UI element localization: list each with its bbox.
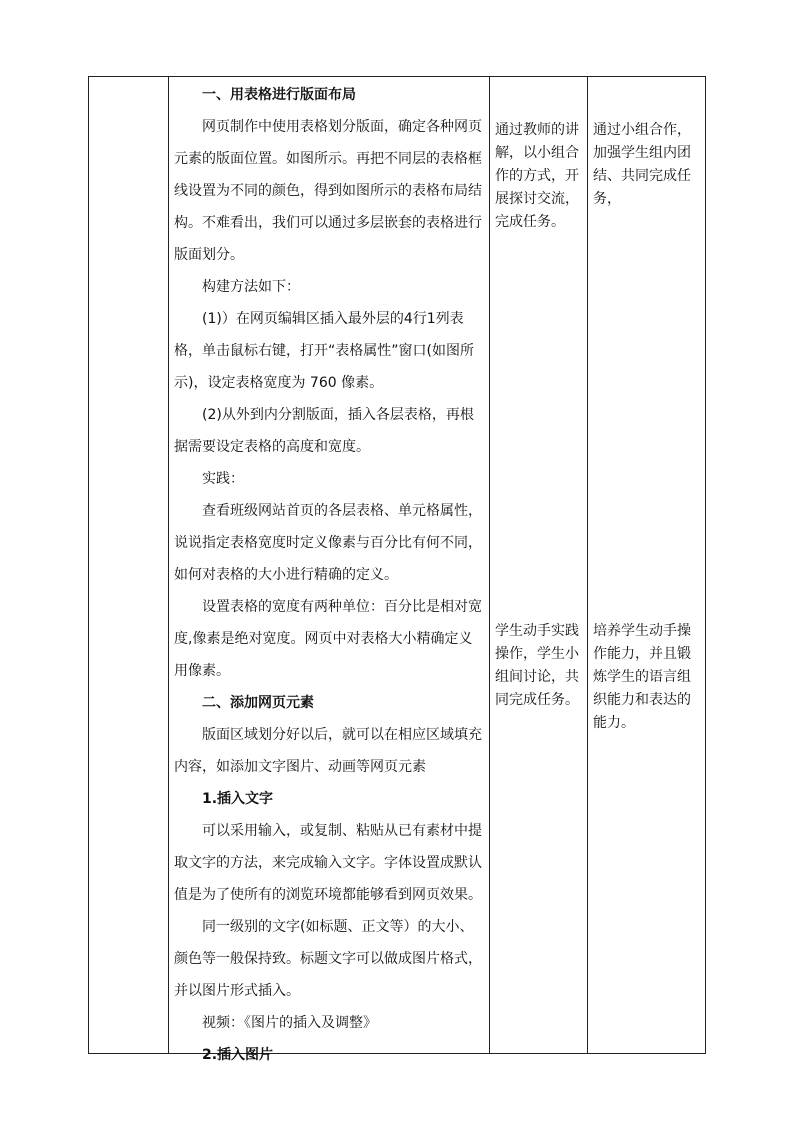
paragraph: (1)）在网页编辑区插入最外层的4行1列表格，单击鼠标右键，打开“表格属性”窗口(如图所示)，设定表格宽度为 760 像素。 xyxy=(174,311,474,391)
paragraph: 实践： xyxy=(202,471,244,487)
paragraph: 可以采用输入，或复制、粘贴从已有素材中提取文字的方法，来完成输入文字。字体设置成默认值是为了使所有的浏览环境都能够看到网页效果。 xyxy=(174,823,482,903)
subsection-heading: 2.插入图片 xyxy=(202,1047,274,1063)
paragraph: 构建方法如下： xyxy=(202,279,300,295)
teaching-content-column xyxy=(168,77,489,1063)
paragraph: 同一级别的文字(如标题、正文等）的大小、颜色等一般保持致。标题文字可以做成图片格式，并以图片形式插入。 xyxy=(174,919,482,999)
student-activity-text: 通过教师的讲解，以小组合作的方式，开展探讨交流，完成任务。 xyxy=(495,122,579,230)
paragraph: 视频：《图片的插入及调整》 xyxy=(202,1015,377,1031)
paragraph: 版面区域划分好以后，就可以在相应区域填充内容，如添加文字图片、动画等网页元素 xyxy=(174,727,482,775)
design-intent-text: 培养学生动手操作能力，并且锻炼学生的语言组织能力和表达的能力。 xyxy=(593,623,691,731)
section-heading: 一、用表格进行版面布局 xyxy=(202,87,356,103)
design-intent-text: 通过小组合作，加强学生组内团结、共同完成任务， xyxy=(593,122,691,207)
lesson-table xyxy=(88,76,706,1063)
paragraph: 查看班级网站首页的各层表格、单元格属性，说说指定表格宽度时定义像素与百分比有何不同，如何对表格的大小进行精确的定义。 xyxy=(174,503,482,583)
section-heading: 二、添加网页元素 xyxy=(202,695,314,711)
paragraph: 网页制作中使用表格划分版面，确定各种网页元素的版面位置。如图所示。再把不同层的表格框线设置为不同的颜色，得到如图所示的表格布局结构。不难看出，我们可以通过多层嵌套的表格进行版面划分。 xyxy=(174,119,482,263)
paragraph: (2)从外到内分割版面，插入各层表格，再根据需要设定表格的高度和宽度。 xyxy=(174,407,474,455)
subsection-heading: 1.插入文字 xyxy=(202,791,274,807)
column-divider xyxy=(587,77,588,1053)
student-activity-text: 学生动手实践操作，学生小组间讨论，共同完成任务。 xyxy=(495,623,579,708)
paragraph: 设置表格的宽度有两种单位：百分比是相对宽度,像素是绝对宽度。网页中对表格大小精确定义用像素。 xyxy=(174,599,482,679)
left-empty-column xyxy=(89,77,168,1053)
